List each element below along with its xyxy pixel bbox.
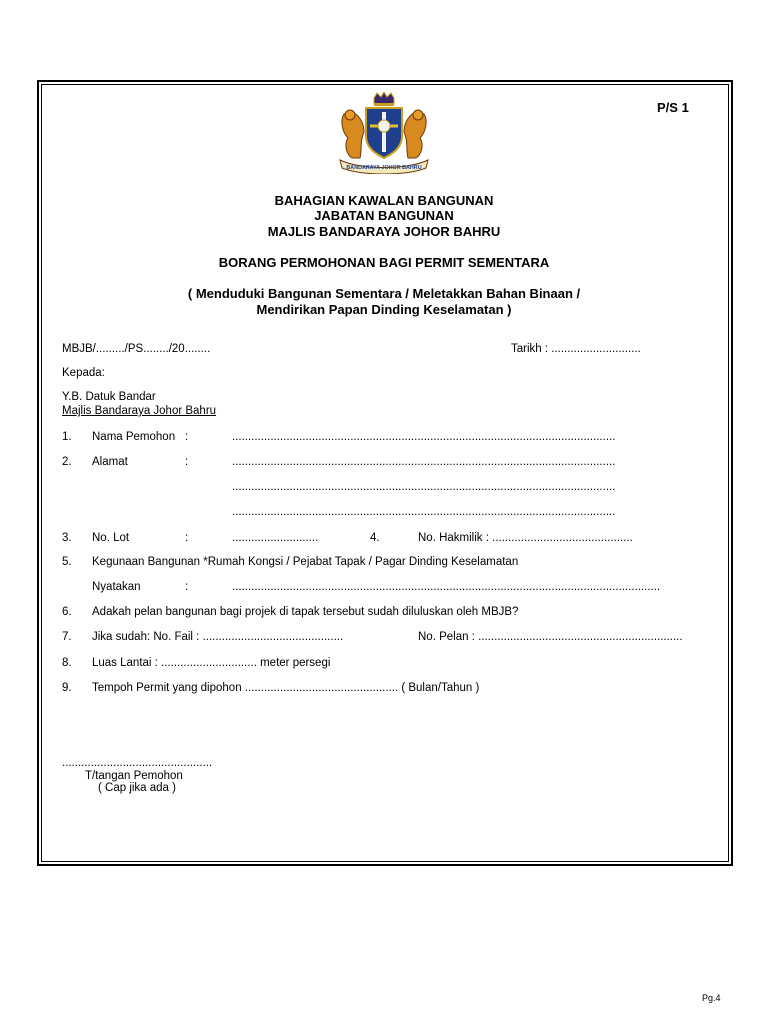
item-number: 4. bbox=[370, 532, 380, 544]
permit-period-field[interactable]: Tempoh Permit yang dipohon ................................................ ( Bulan/Tahun ) bbox=[92, 682, 480, 694]
reference-number-field[interactable]: MBJB/........./PS......../20........ bbox=[62, 343, 211, 355]
form-subtitle-line2: Mendirikan Papan Dinding Keselamatan ) bbox=[256, 302, 512, 317]
svg-text:BANDARAYA JOHOR BAHRU: BANDARAYA JOHOR BAHRU bbox=[346, 165, 422, 171]
recipient-organisation: Majlis Bandaraya Johor Bahru bbox=[62, 405, 217, 417]
item-number: 1. bbox=[62, 431, 72, 443]
colon: : bbox=[185, 431, 189, 443]
department-subtitle: JABATAN BANGUNAN bbox=[314, 208, 454, 223]
item-number: 8. bbox=[62, 657, 72, 669]
applicant-name-label: Nama Pemohon bbox=[92, 431, 176, 443]
lot-number-field[interactable]: ........................... bbox=[232, 532, 319, 544]
page-number: Pg.4 bbox=[702, 993, 721, 1003]
specify-field[interactable]: ...................................................................................................................................... bbox=[232, 581, 661, 593]
form-title: BORANG PERMOHONAN BAGI PERMIT SEMENTARA bbox=[218, 255, 550, 270]
title-number-field[interactable]: No. Hakmilik : ............................................ bbox=[418, 532, 633, 544]
item-number: 5. bbox=[62, 556, 72, 568]
addressee-label: Kepada: bbox=[62, 367, 105, 379]
file-number-field[interactable]: Jika sudah: No. Fail : ............................................ bbox=[92, 631, 344, 643]
form-code: P/S 1 bbox=[657, 100, 689, 115]
item-number: 3. bbox=[62, 532, 72, 544]
specify-label: Nyatakan bbox=[92, 581, 141, 593]
colon: : bbox=[185, 532, 189, 544]
address-label: Alamat bbox=[92, 456, 128, 468]
plan-approval-question: Adakah pelan bangunan bagi projek di tapak tersebut sudah diluluskan oleh MBJB? bbox=[92, 606, 519, 618]
item-number: 9. bbox=[62, 682, 72, 694]
plan-number-field[interactable]: No. Pelan : ................................................................ bbox=[418, 631, 683, 643]
address-field-line2[interactable]: ........................................................................................................................ bbox=[232, 481, 616, 493]
item-number: 7. bbox=[62, 631, 72, 643]
date-field[interactable]: Tarikh : ............................ bbox=[511, 343, 641, 355]
signature-line[interactable]: ............................................... bbox=[62, 757, 213, 769]
address-field-line3[interactable]: ........................................................................................................................ bbox=[232, 506, 616, 518]
building-use-label: Kegunaan Bangunan *Rumah Kongsi / Pejabat Tapak / Pagar Dinding Keselamatan bbox=[92, 556, 519, 568]
item-number: 6. bbox=[62, 606, 72, 618]
address-field-line1[interactable]: ........................................................................................................................ bbox=[232, 456, 616, 468]
lot-number-label: No. Lot bbox=[92, 532, 130, 544]
stamp-note: ( Cap jika ada ) bbox=[98, 782, 176, 794]
colon: : bbox=[185, 581, 189, 593]
item-number: 2. bbox=[62, 456, 72, 468]
form-subtitle-line1: ( Menduduki Bangunan Sementara / Meletakkan Bahan Binaan / bbox=[187, 286, 581, 301]
recipient-title: Y.B. Datuk Bandar bbox=[62, 391, 156, 403]
johor-bahru-crest-icon bbox=[330, 92, 438, 174]
department-title: BAHAGIAN KAWALAN BANGUNAN bbox=[274, 193, 494, 208]
signature-label: T/tangan Pemohon bbox=[85, 770, 183, 782]
colon: : bbox=[185, 456, 189, 468]
floor-area-field[interactable]: Luas Lantai : .............................. meter persegi bbox=[92, 657, 331, 669]
applicant-name-field[interactable]: ........................................................................................................................ bbox=[232, 431, 616, 443]
council-name: MAJLIS BANDARAYA JOHOR BAHRU bbox=[267, 224, 501, 239]
